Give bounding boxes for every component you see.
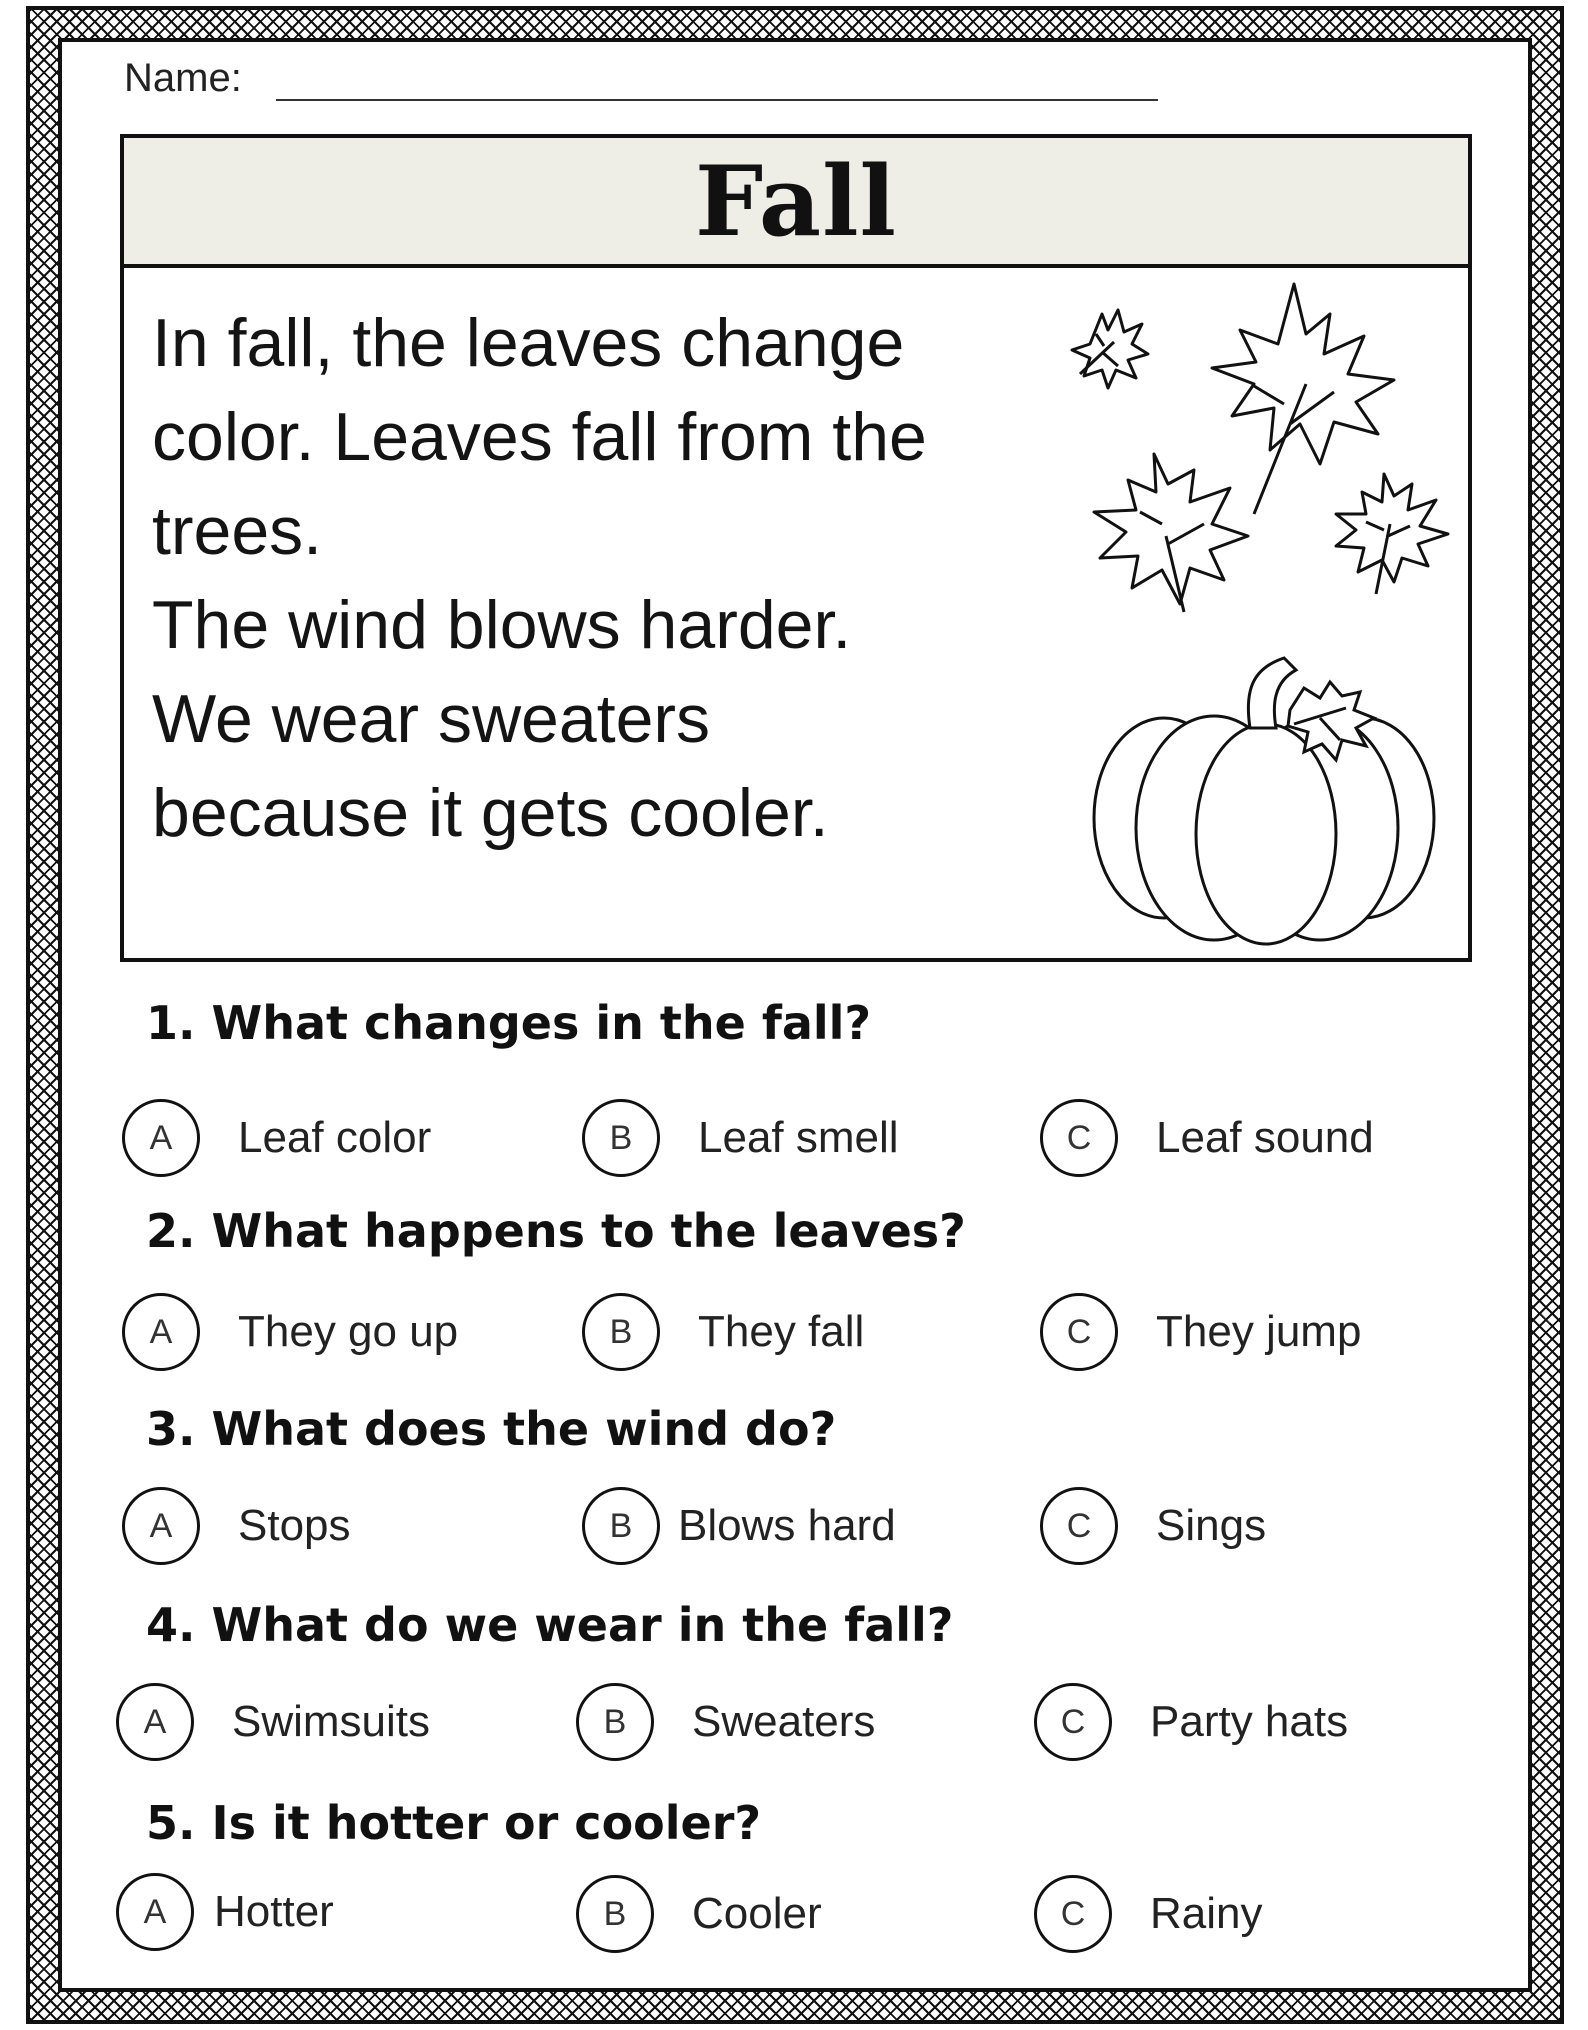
option-text: Hotter (214, 1887, 334, 1936)
answer-bubble[interactable]: A (122, 1487, 200, 1565)
story-line: because it gets cooler. (152, 775, 829, 851)
option-text: Leaf sound (1156, 1113, 1374, 1162)
option-4c[interactable] (1034, 1680, 1348, 1764)
question-3: 3. What does the wind do? (146, 1402, 837, 1456)
answer-bubble[interactable]: B (582, 1099, 660, 1177)
answer-bubble[interactable]: B (576, 1683, 654, 1761)
title-band (120, 134, 1472, 268)
option-text: They fall (698, 1307, 865, 1356)
option-2c[interactable] (1040, 1290, 1361, 1374)
story-line: color. Leaves fall from the (152, 399, 927, 475)
option-text: Cooler (692, 1889, 822, 1938)
pumpkin-icon (1084, 648, 1444, 948)
story-line: In fall, the leaves change (152, 305, 905, 381)
option-text: Leaf smell (698, 1113, 899, 1162)
option-5c[interactable] (1034, 1872, 1263, 1956)
option-1b[interactable] (582, 1096, 899, 1180)
option-5a[interactable] (116, 1870, 334, 1954)
answer-bubble[interactable]: C (1040, 1293, 1118, 1371)
answer-bubble[interactable]: B (582, 1293, 660, 1371)
name-row (124, 56, 1158, 101)
name-label: Name: (124, 56, 242, 100)
option-text: They go up (238, 1307, 459, 1356)
option-text: Stops (238, 1501, 351, 1550)
story-box (120, 264, 1472, 962)
answer-bubble[interactable]: A (122, 1293, 200, 1371)
option-2a[interactable] (122, 1290, 458, 1374)
answer-bubble[interactable]: A (116, 1873, 194, 1951)
option-4a[interactable] (116, 1680, 430, 1764)
story-line: The wind blows harder. (152, 587, 852, 663)
question-5: 5. Is it hotter or cooler? (146, 1796, 762, 1850)
option-4b[interactable] (576, 1680, 875, 1764)
option-3a[interactable] (122, 1484, 351, 1568)
option-text: Sings (1156, 1501, 1267, 1550)
option-3b[interactable] (582, 1484, 896, 1568)
option-5b[interactable] (576, 1872, 822, 1956)
story-line: We wear sweaters (152, 681, 711, 757)
option-1a[interactable] (122, 1096, 431, 1180)
answer-bubble[interactable]: A (116, 1683, 194, 1761)
option-text: Rainy (1150, 1889, 1263, 1938)
answer-bubble[interactable]: C (1040, 1099, 1118, 1177)
option-text: Blows hard (678, 1501, 896, 1550)
question-4: 4. What do we wear in the fall? (146, 1598, 954, 1652)
option-text: They jump (1156, 1307, 1362, 1356)
story-line: trees. (152, 493, 323, 569)
option-2b[interactable] (582, 1290, 864, 1374)
answer-bubble[interactable]: C (1034, 1683, 1112, 1761)
option-text: Sweaters (692, 1697, 876, 1746)
option-text: Party hats (1150, 1697, 1349, 1746)
question-1: 1. What changes in the fall? (146, 996, 872, 1050)
option-3c[interactable] (1040, 1484, 1266, 1568)
page-title: Fall (694, 144, 898, 258)
maple-leaves-icon (1044, 274, 1464, 634)
answer-bubble[interactable]: B (576, 1875, 654, 1953)
question-2: 2. What happens to the leaves? (146, 1204, 966, 1258)
option-1c[interactable] (1040, 1096, 1374, 1180)
name-field[interactable] (276, 57, 1158, 101)
answer-bubble[interactable]: B (582, 1487, 660, 1565)
option-text: Swimsuits (232, 1697, 431, 1746)
answer-bubble[interactable]: C (1034, 1875, 1112, 1953)
answer-bubble[interactable]: C (1040, 1487, 1118, 1565)
option-text: Leaf color (238, 1113, 432, 1162)
answer-bubble[interactable]: A (122, 1099, 200, 1177)
